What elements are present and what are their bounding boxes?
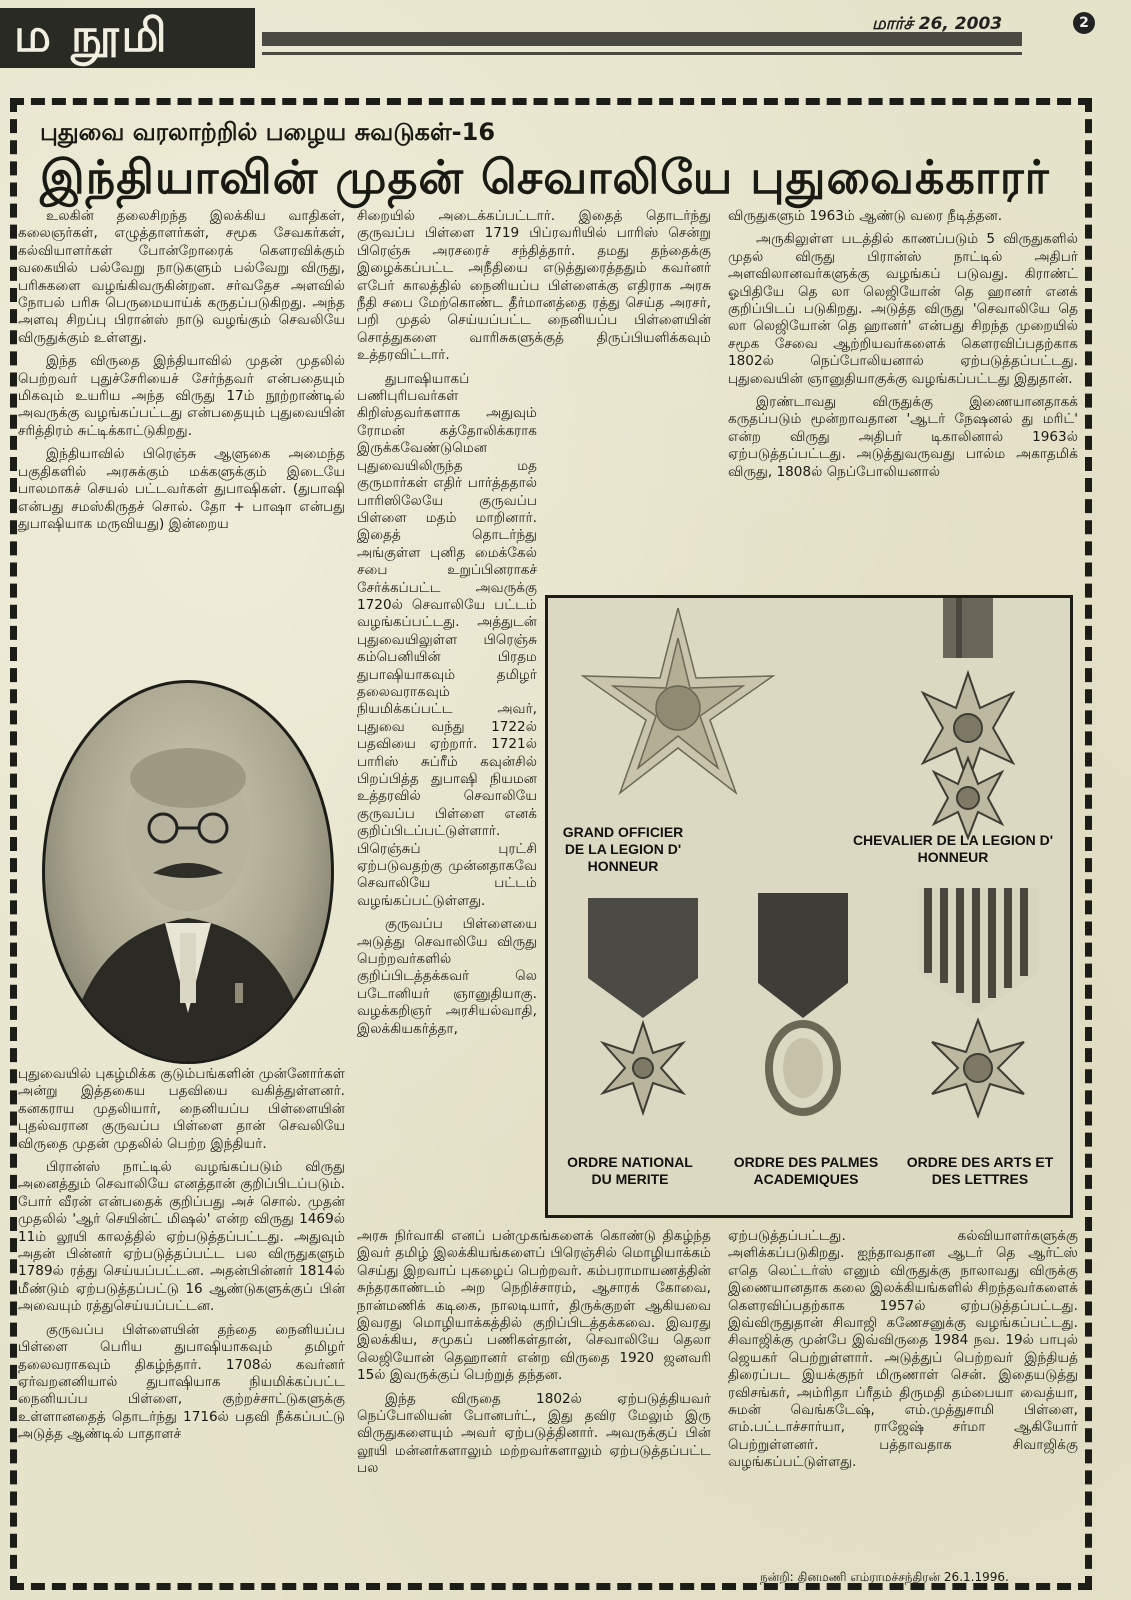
paragraph: அருகிலுள்ள படத்தில் காணப்படும் 5 விருதுகளில் முதல் விருது பிரான்ஸ் நாட்டில் அதிபர் அளவிலானவர்களுக்கு வழங்கப் படுவது. கிராண்ட் ஓபிதியே தெ லா லெஜியோன் தெ ஹானர் எனக் குறிப்பிடப் படுகிறது. அடுத்த விருது 'செவாலியே தெ லா லெஜியோன் தெ ஹானர்' என்பது சிறந்த முறையில் சமூக சேவை ஆற்றியவர்களைக் கௌரவிப்பதற்காக 1802ல் நெப்போலியனால் ஏற்படுத்தப்பட்டது. புதுவையின் ஞானுதியாகுக்கு வழங்கப்பட்டது இதுதான்.: [728, 231, 1078, 387]
paragraph: இந்தியாவில் பிரெஞ்சு ஆளுகை அமைந்த பகுதிகளில் அரசுக்கும் மக்களுக்கும் இடையே பாலமாகச் செயல் பட்டவர்கள் துபாஷிகள். (துபாஷி என்பது சமஸ்கிருதச் சொல். தோ + பாஷா என்பது துபாஷியாக மருவியது) இன்றைய: [18, 446, 345, 532]
medal-label-palmes: ORDRE DES PALMES ACADEMIQUES: [733, 1154, 879, 1187]
paragraph: ஏற்படுத்தப்பட்டது. கல்வியாளர்களுக்கு அளிக்கப்படுகிறது. ஐந்தாவதான ஆடர் தெ ஆர்ட்ஸ் எதெ லெட்டர்ஸ் எனும் விருதுக்கு நாலாவது விருக்கு இணையானதாக கலை இலக்கியங்களில் சிறந்தவர்களைக் கௌரவிப்பதற்காக 1957ல் ஏற்படுத்தப்பட்டது. இவ்விருதுதான் சிவாஜி கணேசனுக்கு வழங்கப்பட்டது. சிவாஜிக்கு முன்பே இவ்விருதை 1984 நவ. 19ல் பாபுல் ஜெயகர் பெற்றுள்ளார். அடுத்துப் பெற்றவர் இந்தியத் திரைப்பட இயக்குநர் மிருணாள் சென். இதையடுத்து ரவிசங்கர், அம்ரிதா ப்ரீதம் திருமதி தம்பையா வைத்யா, சுமன் வெங்கடேஷ், எம்.முத்துசாமி பிள்ளை, எம்.பட்டாச்சார்யா, ராஜேஷ் சர்மா ஆகியோர் பெற்றுள்ளனர். பத்தாவதாக சிவாஜிக்கு வழங்கப்பட்டுள்ளது.: [728, 1228, 1078, 1471]
paragraph: புதுவையில் புகழ்மிக்க குடும்பங்களின் முன்னோர்கள் அன்று இத்தகைய பதவியை வகித்துள்ளனர். கனகராய முதலியார், நைனியப்ப பிள்ளையின் புதல்வரான குருவப்ப பிள்ளை தான் செவலியே விருதை முதன் முதலில் பெற்ற இந்தியர்.: [18, 1066, 345, 1152]
article-kicker: புதுவை வரலாற்றில் பழைய சுவடுகள்-16: [40, 118, 496, 146]
paragraph: அரசு நிர்வாகி எனப் பன்முகங்களைக் கொண்டு திகழ்ந்த இவர் தமிழ் இலக்கியங்களைப் பிரெஞ்சில் மொழியாக்கம் செய்து இறவாப் புகழைப் பெற்றவர். கம்பராமாயணத்தின் சுந்தரகாண்டம் அற நெறிச்சாரம், ஆசாரக் கோவை, நான்மணிக் கடிகை, நாலடியார், திருக்குறள் ஆகியவை இவரது மொழியாக்கத்தில் குறிப்பிடத்தக்கவை. இவரது இலக்கிய, சமுகப் பணிகள்தான், செவாலியே தெலா லெஜியோன் தெஹானர் என்ற விருதை 1920 ஜனவரி 15ல் இவருக்குப் பெற்றுத் தந்தன.: [357, 1228, 711, 1384]
medal-label-arts-lettres: ORDRE DES ARTS ET DES LETTRES: [906, 1154, 1054, 1187]
violet-ribbon-medal-icon: [758, 893, 848, 1112]
paragraph: விருதுகளும் 1963ம் ஆண்டு வரை நீடித்தன.: [728, 208, 1003, 224]
blue-ribbon-medal-icon: [588, 898, 698, 1113]
portrait-photo: [42, 680, 334, 1064]
cross-medal-icon: [923, 598, 1013, 838]
masthead-logo: ம நூமி: [0, 8, 255, 68]
issue-date: மார்ச் 26, 2003: [872, 14, 1003, 34]
column-3-bottom: [728, 1228, 1078, 1478]
paragraph: இந்த விருதை இந்தியாவில் முதன் முதலில் பெற்றவர் புதுச்சேரியைச் சேர்ந்தவர் என்பதையும் மிகவும் உயரிய அந்த விருது 17ம் நூற்றாண்டில் அவருக்கு வழங்கப்பட்டது என்பதையும் புதுவையின் சரித்திரம் சுட்டிக்காட்டுகிறது.: [18, 353, 345, 439]
paragraph: இந்த விருதை 1802ல் ஏற்படுத்தியவர் நெப்போலியன் போனபர்ட், இது தவிர மேலும் இரு விருதுகளையும் அவர் ஏற்படுத்தினார். அவருக்குப் பின் லூயி மன்னர்களாலும் மற்றவர்களாலும் ஏற்படுத்தப்பட்ட பல: [357, 1390, 711, 1477]
paragraph: குருவப்ப பிள்ளையின் தந்தை நைனியப்ப பிள்ளை பெரிய துபாஷியாகவும் தமிழர் தலைவராகவும் திகழ்ந்தார். 1708ல் கவர்னர் ஏர்வறனனியால் துபாஷியாக நியமிக்கப்பட்ட நைனியப்ப பிள்ளை, குற்றச்சாட்டுகளுக்கு உள்ளானதைத் தொடர்ந்து 1716ல் பதவி நீக்கப்பட்டு அடுத்த ஆண்டில் பாதாளச்: [18, 1321, 345, 1443]
paragraph: சிறையில் அடைக்கப்பட்டார். இதைத் தொடர்ந்து குருவப்ப பிள்ளை 1719 பிப்ரவரியில் பாரிஸ் சென்று பிரெஞ்சு அரசரைச் சந்தித்தார். தமது தந்தைக்கு இழைக்கப்பட்ட அநீதியை எடுத்துரைத்ததும் கவர்னர் எபேர் காலத்தில் நைனியப்ப பிள்ளைக்கு எதிராக அரசு நீதி சபை மேற்கொண்ட தீர்மானத்தை ரத்து செய்த அரசர், பறி முதல் செய்யப்பட்ட நைனியப்ப பிள்ளையின் சொத்துகளை வாரிசுகளுக்குத் திருப்பியளிக்கவும் உத்தரவிட்டார்.: [357, 208, 711, 364]
striped-ribbon-medal-icon: [918, 888, 1038, 1116]
column-2-bottom: [357, 1228, 711, 1484]
paragraph: குருவப்ப பிள்ளையை அடுத்து செவாலியே விருது பெற்றவர்களில் குறிப்பிடத்தக்கவர் லெ படோனியர் ஞானுதியாகு. வழக்கறிஞர் அரசியல்வாதி, இலக்கியகர்த்தா,: [357, 916, 537, 1037]
medal-label-ordre-national: ORDRE NATIONAL DU MERITE: [567, 1154, 693, 1187]
paragraph: உலகின் தலைசிறந்த இலக்கிய வாதிகள், கலைஞர்கள், எழுத்தாளர்கள், சமூக சேவகர்கள், கல்வியாளர்கள் போன்றோரைக் கௌரவிக்கும் வகையில் பல்வேறு நாடுகளும் பல்வேறு விருது, பரிசுகளை வழங்கிவருகின்றன. சர்வதேச அளவில் நோபல் பரிசு பெருமையாய்க் கருதப்படுகிறது. அந்த அளவு சிறப்பு பிரான்ஸ் நாடு வழங்கும் செவலியே விருதுக்கும் உள்ளது.: [18, 208, 345, 346]
star-medal-icon: [583, 608, 773, 793]
article-headline: இந்தியாவின் முதன் செவாலியே புதுவைக்காரர்: [40, 150, 1050, 204]
column-1-top: [18, 208, 345, 539]
masthead-rule-thin: [262, 52, 1022, 55]
medal-label-grand-officier: GRAND OFFICIER DE LA LEGION D' HONNEUR: [562, 824, 684, 874]
medal-label-chevalier: CHEVALIER DE LA LEGION D' HONNEUR: [852, 832, 1054, 865]
page-number: 2: [1073, 12, 1095, 34]
medals-panel: [545, 595, 1073, 1218]
source-credit: நன்றி: தினமணி எம்ராமச்சந்திரன் 26.1.1996.: [760, 1570, 1009, 1584]
column-3-top: [728, 208, 1078, 487]
paragraph: துபாஷியாகப் பணிபுரிபவர்கள் கிறிஸ்தவர்களாக அதுவும் ரோமன் கத்தோலிக்கராக இருக்கவேண்டுமென புதுவையிலிருந்த மத குருமார்கள் எதிர் பார்த்ததால் பாரிஸிலேயே குருவப்ப பிள்ளை மதம் மாறினார். இதைத் தொடர்ந்து அங்குள்ள புனித மைக்கேல் சபை உறுப்பினராகச் சேர்க்கப்பட்ட அவருக்கு 1720ல் செவாலியே பட்டம் வழங்கப்பட்டது. அத்துடன் புதுவையிலுள்ள பிரெஞ்சு கம்பெனியின் பிரதம துபாஷியாகவும் தமிழர் தலைவராகவும் நியமிக்கப்பட்ட அவர், புதுவை வந்து 1722ல் பதவியை ஏற்றார். 1721ல் பாரிஸ் சுப்ரீம் கவுன்சில் பிறப்பித்த துபாஷி நியமன உத்தரவில் செவாலியே குருவப்ப பிள்ளை எனக் குறிப்பிடப்பட்டுள்ளார். பிரெஞ்சுப் புரட்சி ஏற்படுவதற்கு முன்னதாகவே செவாலியே பட்டம் வழங்கப்பட்டுள்ளது.: [357, 370, 537, 909]
paragraph: இரண்டாவது விருதுக்கு இணையானதாகக் கருதப்படும் மூன்றாவதான 'ஆடர் நேஷனல் து மரிட்' என்ற விருது அதிபர் டிகாலினால் 1963ல் ஏற்படுத்தப்பட்டது. அடுத்துவருவது பால்ம அகாதமிக் விருது, 1808ல் நெப்போலியனால்: [728, 394, 1078, 480]
column-1-bottom: [18, 1066, 345, 1450]
paragraph: பிரான்ஸ் நாட்டில் வழங்கப்படும் விருது அனைத்தும் செவாலியே எனத்தான் குறிப்பிடப்படும். போர் வீரன் என்பதைக் குறிப்பது அச் சொல். முதன் முதலில் 'ஆர் செயின்ட் மிஷல்' என்ற விருது 1469ல் 11ம் லூயி காலத்தில் ஏற்படுத்தப்பட்டது. அதுவும் அதன் பின்னர் ஏற்படுத்தப்பட்ட பல விருதுகளும் 1789ல் ரத்து செய்யப்பட்டன. அதன்பின்னர் 1814ல் மீண்டும் ஏற்படுத்தப்பட்டு 16 ஆண்டுகளுக்குப் பின் அவையும் ரத்துசெய்யப்பட்டன.: [18, 1159, 345, 1315]
